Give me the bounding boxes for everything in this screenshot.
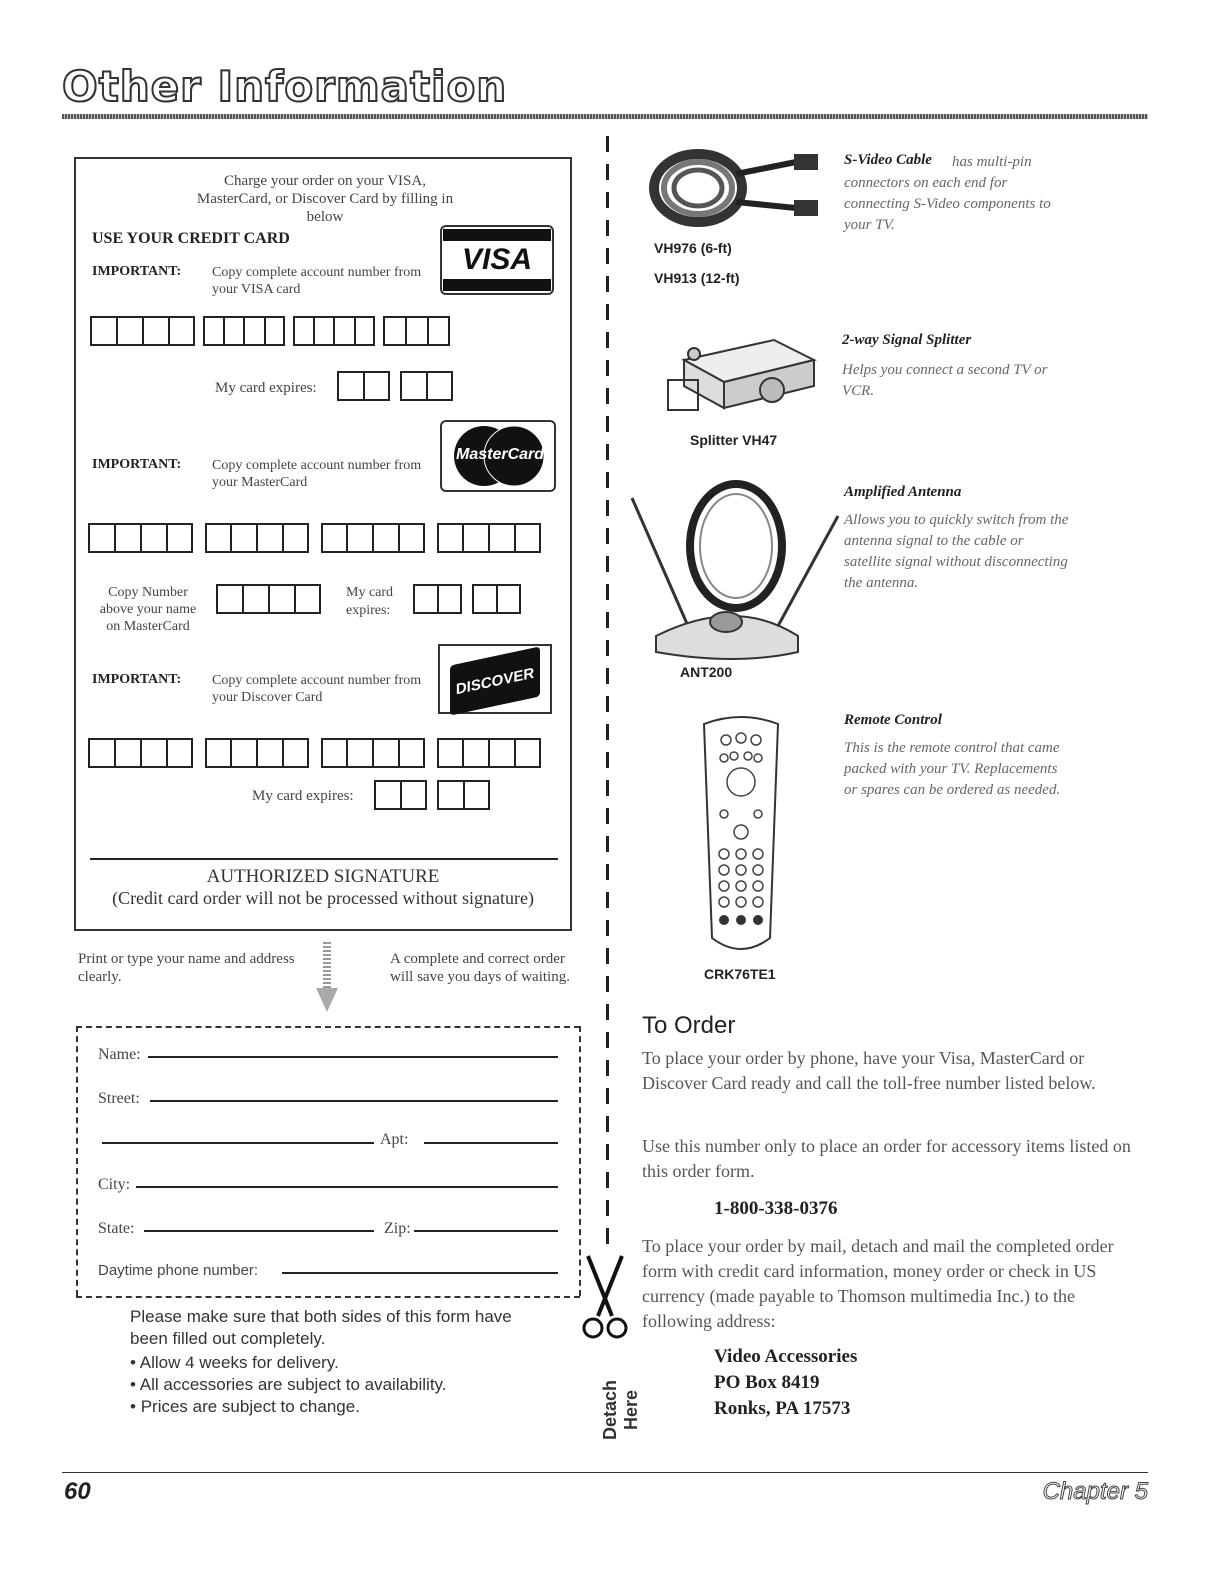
antenna-desc: Allows you to quickly switch from the antenna signal to the cable or satellite signal without disconnecting the antenna. bbox=[844, 512, 1069, 591]
visa-number-boxes[interactable] bbox=[90, 316, 450, 346]
splitter-image bbox=[664, 330, 824, 416]
phone-input[interactable] bbox=[282, 1272, 558, 1274]
signature-line[interactable] bbox=[90, 858, 558, 860]
visa-logo: VISA bbox=[440, 225, 554, 295]
state-label: State: bbox=[98, 1220, 135, 1237]
svideo-title: S-Video Cable bbox=[844, 152, 932, 168]
down-arrow-icon bbox=[316, 942, 338, 1014]
discover-instructions: Copy complete account number from your Discover Card bbox=[212, 673, 422, 705]
discover-number-boxes[interactable] bbox=[88, 738, 541, 768]
order-usage-paragraph: Use this number only to place an order for accessory items listed on this order form. bbox=[642, 1136, 1131, 1181]
city-label: City: bbox=[98, 1176, 131, 1193]
antenna-title: Amplified Antenna bbox=[844, 484, 962, 500]
splitter-code: Splitter VH47 bbox=[690, 432, 778, 448]
apt-label: Apt: bbox=[380, 1131, 409, 1148]
name-label: Name: bbox=[98, 1046, 141, 1063]
bullet-list bbox=[130, 1352, 447, 1418]
mc-expires-label: My card expires: bbox=[346, 585, 394, 618]
cut-line-top bbox=[76, 1026, 580, 1028]
copy-number-note: Copy Number above your name on MasterCard bbox=[99, 585, 197, 634]
discover-logo: DISCOVER bbox=[438, 644, 552, 714]
visa-important-label: IMPORTANT: bbox=[92, 264, 182, 279]
mc-expiry-boxes[interactable] bbox=[413, 584, 521, 614]
street2-input[interactable] bbox=[102, 1142, 374, 1144]
page-title: Other Information bbox=[62, 62, 508, 111]
cut-line-left bbox=[76, 1026, 78, 1296]
detach-here-label: Detach Here bbox=[600, 1379, 641, 1441]
use-card-heading: USE YOUR CREDIT CARD bbox=[92, 230, 290, 247]
street-label: Street: bbox=[98, 1090, 140, 1107]
discover-important-label: IMPORTANT: bbox=[92, 672, 182, 687]
splitter-title: 2-way Signal Splitter bbox=[842, 332, 972, 348]
page-number: 60 bbox=[64, 1478, 91, 1505]
discover-expires-label: My card expires: bbox=[252, 788, 354, 804]
visa-expiry-boxes[interactable] bbox=[337, 371, 453, 401]
city-input[interactable] bbox=[136, 1186, 558, 1188]
remote-code: CRK76TE1 bbox=[704, 966, 776, 982]
mc-name-number-boxes[interactable] bbox=[216, 584, 321, 614]
remote-title: Remote Control bbox=[844, 712, 942, 728]
street-input[interactable] bbox=[150, 1100, 558, 1102]
signature-note: (Credit card order will not be processed without signature) bbox=[112, 888, 534, 908]
discover-expiry-boxes[interactable] bbox=[374, 780, 490, 810]
scissors-icon[interactable] bbox=[580, 1254, 630, 1344]
remote-image bbox=[700, 714, 782, 954]
bullet-item: • Prices are subject to change. bbox=[130, 1397, 360, 1416]
chapter-label: Chapter 5 bbox=[1042, 1478, 1148, 1505]
mc-important-label: IMPORTANT: bbox=[92, 457, 182, 472]
cut-line-bottom bbox=[76, 1296, 580, 1298]
bullet-item: • All accessories are subject to availability. bbox=[130, 1375, 447, 1394]
visa-expires-label: My card expires: bbox=[215, 380, 317, 396]
svideo-cable-image bbox=[646, 146, 826, 230]
order-phone-paragraph: To place your order by phone, have your Visa, MasterCard or Discover Card ready and call the toll-free number listed below. bbox=[642, 1048, 1096, 1093]
order-mail-paragraph: To place your order by mail, detach and mail the completed order form with credit card information, money order or check in US currency (made payable to Thomson multimedia Inc.) to the following address: bbox=[642, 1236, 1114, 1331]
svideo-code-12ft: VH913 (12-ft) bbox=[654, 270, 740, 286]
detach-line bbox=[606, 136, 609, 1254]
address-line-2: PO Box 8419 bbox=[714, 1372, 820, 1393]
both-sides-note: Please make sure that both sides of this form have been filled out completely. bbox=[130, 1307, 512, 1348]
toll-free-number[interactable]: 1-800-338-0376 bbox=[714, 1198, 838, 1219]
splitter-desc: Helps you connect a second TV or VCR. bbox=[842, 362, 1048, 399]
state-input[interactable] bbox=[144, 1230, 374, 1232]
antenna-code: ANT200 bbox=[680, 664, 733, 680]
complete-note: A complete and correct order will save you days of waiting. bbox=[390, 951, 570, 985]
mastercard-logo: MasterCard bbox=[440, 420, 556, 492]
address-line-3: Ronks, PA 17573 bbox=[714, 1398, 851, 1419]
remote-desc: This is the remote control that came packed with your TV. Replacements or spares can be ordered as needed. bbox=[844, 740, 1061, 798]
svideo-desc: has multi-pin connectors on each end for connecting S-Video components to your TV. bbox=[844, 154, 1051, 233]
apt-input[interactable] bbox=[424, 1142, 558, 1144]
phone-label: Daytime phone number: bbox=[98, 1262, 259, 1279]
visa-instructions: Copy complete account number from your VISA card bbox=[212, 265, 422, 297]
print-note: Print or type your name and address clearly. bbox=[78, 951, 295, 985]
credit-intro: Charge your order on your VISA, MasterCard, or Discover Card by filling in below bbox=[196, 173, 454, 225]
to-order-heading: To Order bbox=[642, 1012, 736, 1039]
mc-instructions: Copy complete account number from your MasterCard bbox=[212, 458, 422, 490]
bullet-item: • Allow 4 weeks for delivery. bbox=[130, 1353, 339, 1372]
footer-rule bbox=[62, 1472, 1148, 1473]
zip-label: Zip: bbox=[384, 1220, 411, 1237]
title-rule bbox=[62, 114, 1148, 119]
name-input[interactable] bbox=[148, 1056, 558, 1058]
address-line-1: Video Accessories bbox=[714, 1346, 858, 1367]
zip-input[interactable] bbox=[414, 1230, 558, 1232]
mc-number-boxes[interactable] bbox=[88, 523, 541, 553]
antenna-image bbox=[628, 476, 842, 666]
svideo-code-6ft: VH976 (6-ft) bbox=[654, 240, 732, 256]
signature-label: AUTHORIZED SIGNATURE bbox=[206, 866, 440, 887]
